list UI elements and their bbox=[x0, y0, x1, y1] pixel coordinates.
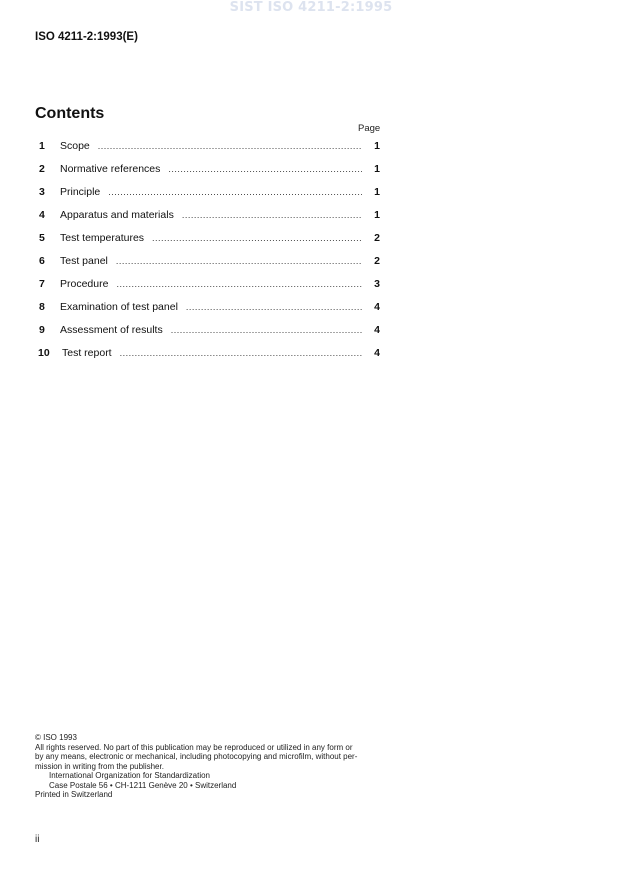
toc-entry-title: Scope bbox=[60, 140, 90, 152]
toc-entry-page: 1 bbox=[374, 163, 380, 175]
toc-leader-dots bbox=[98, 141, 362, 151]
toc-entry-page: 4 bbox=[374, 347, 380, 359]
rights-statement-line-2: by any means, electronic or mechanical, including photocopying and microfilm, without per- bbox=[35, 752, 358, 761]
toc-entry-page: 3 bbox=[374, 278, 380, 290]
page-column-label: Page bbox=[358, 123, 381, 134]
toc-leader-dots bbox=[120, 348, 362, 358]
toc-leader-dots bbox=[116, 256, 362, 266]
toc-leader-dots bbox=[116, 279, 362, 289]
table-of-contents bbox=[35, 140, 380, 370]
organization-address: Case Postale 56 • CH-1211 Genève 20 • Switzerland bbox=[49, 780, 237, 790]
page-number: ii bbox=[35, 834, 40, 845]
toc-entry-principle[interactable] bbox=[35, 186, 380, 209]
toc-leader-dots bbox=[186, 302, 362, 312]
toc-leader-dots bbox=[182, 210, 362, 220]
toc-entry-number: 2 bbox=[39, 163, 45, 175]
printed-in: Printed in Switzerland bbox=[35, 790, 113, 799]
toc-leader-dots bbox=[152, 233, 362, 243]
toc-entry-number: 7 bbox=[39, 278, 45, 290]
toc-entry-title: Test temperatures bbox=[60, 232, 145, 244]
toc-entry-apparatus-and-materials[interactable] bbox=[35, 209, 380, 232]
toc-entry-title: Test report bbox=[62, 347, 112, 359]
toc-entry-title: Procedure bbox=[60, 278, 109, 290]
toc-entry-title: Test panel bbox=[60, 255, 108, 267]
copyright-notice bbox=[35, 733, 380, 800]
toc-entry-page: 4 bbox=[374, 301, 380, 313]
toc-entry-number: 8 bbox=[39, 301, 45, 313]
contents-heading: Contents bbox=[35, 105, 105, 122]
toc-entry-examination-of-test-panel[interactable] bbox=[35, 301, 380, 324]
toc-entry-title: Normative references bbox=[60, 163, 161, 175]
toc-entry-page: 2 bbox=[374, 255, 380, 267]
toc-leader-dots bbox=[168, 164, 362, 174]
toc-entry-number: 3 bbox=[39, 186, 45, 198]
toc-entry-scope[interactable] bbox=[35, 140, 380, 163]
toc-entry-number: 4 bbox=[39, 209, 45, 221]
toc-entry-title: Principle bbox=[60, 186, 101, 198]
rights-statement-line-3: mission in writing from the publisher. bbox=[35, 761, 164, 771]
toc-entry-title: Examination of test panel bbox=[60, 301, 178, 313]
toc-entry-procedure[interactable] bbox=[35, 278, 380, 301]
toc-entry-number: 5 bbox=[39, 232, 45, 244]
toc-entry-assessment-of-results[interactable] bbox=[35, 324, 380, 347]
organization-name: International Organization for Standardization bbox=[49, 771, 210, 780]
toc-entry-number: 10 bbox=[38, 347, 50, 359]
toc-entry-test-report[interactable] bbox=[35, 347, 380, 370]
toc-entry-page: 1 bbox=[374, 140, 380, 152]
document-id: ISO 4211-2:1993(E) bbox=[35, 31, 138, 43]
toc-entry-page: 2 bbox=[374, 232, 380, 244]
toc-leader-dots bbox=[171, 325, 362, 335]
toc-leader-dots bbox=[108, 187, 362, 197]
rights-statement-line-1: All rights reserved. No part of this publication may be reproduced or utilized in any form or bbox=[35, 742, 353, 752]
toc-entry-number: 1 bbox=[39, 140, 45, 152]
toc-entry-page: 4 bbox=[374, 324, 380, 336]
toc-entry-title: Apparatus and materials bbox=[60, 209, 174, 221]
toc-entry-test-temperatures[interactable] bbox=[35, 232, 380, 255]
toc-entry-page: 1 bbox=[374, 209, 380, 221]
toc-entry-test-panel[interactable] bbox=[35, 255, 380, 278]
toc-entry-title: Assessment of results bbox=[60, 324, 163, 336]
copyright-symbol-line: © ISO 1993 bbox=[35, 733, 77, 742]
watermark: SIST ISO 4211-2:1995 bbox=[229, 0, 393, 15]
toc-entry-normative-references[interactable] bbox=[35, 163, 380, 186]
toc-entry-page: 1 bbox=[374, 186, 380, 198]
toc-entry-number: 6 bbox=[39, 255, 45, 267]
toc-entry-number: 9 bbox=[39, 324, 45, 336]
